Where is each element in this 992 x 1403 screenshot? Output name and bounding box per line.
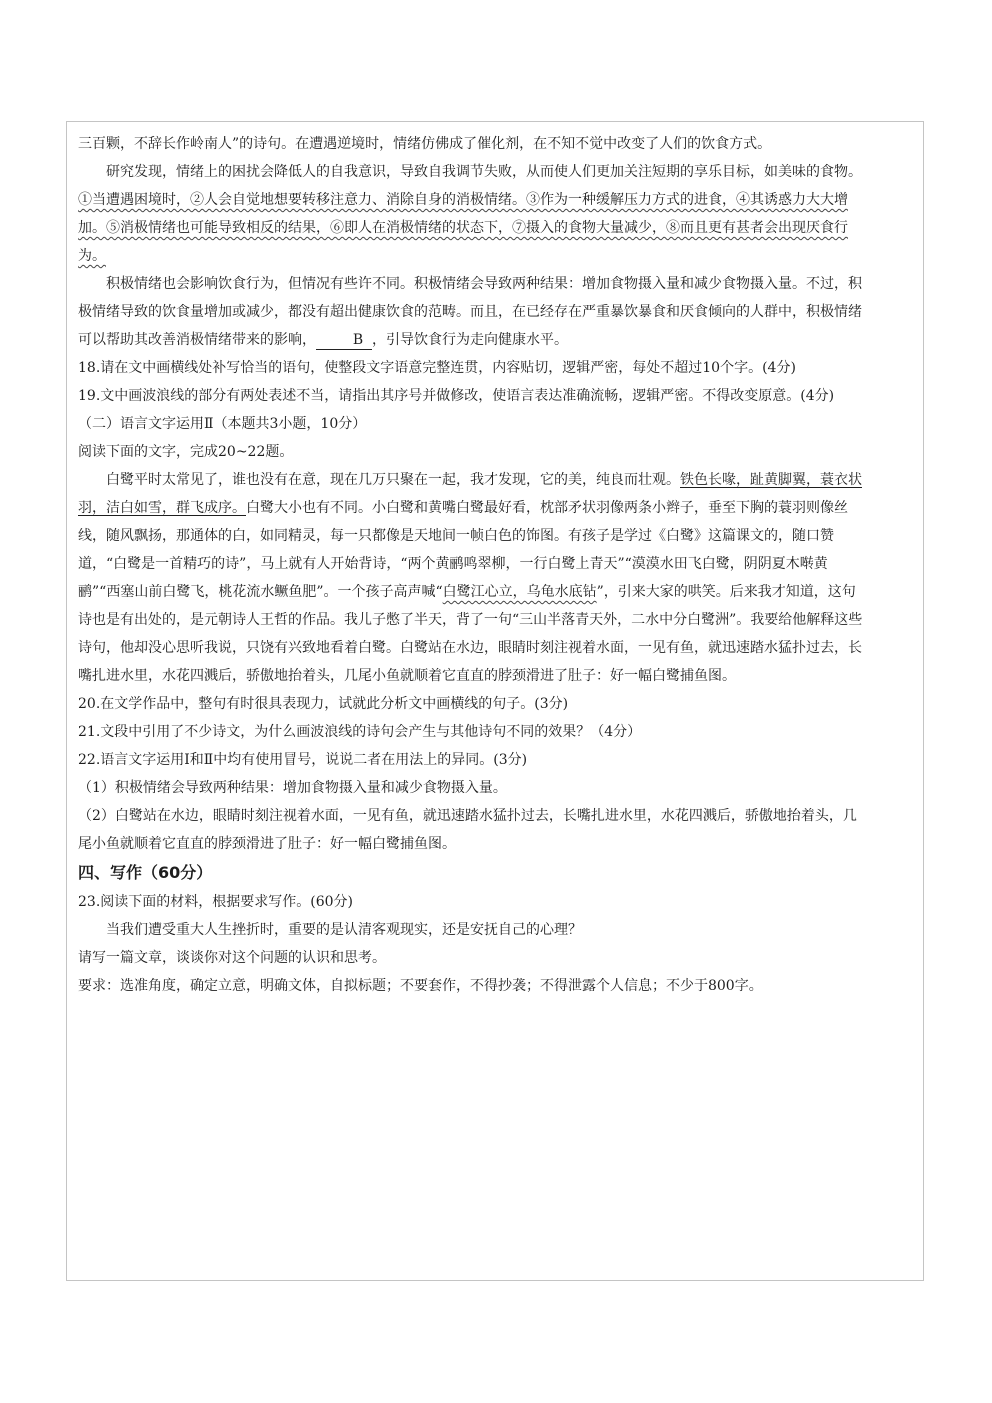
example-1: （1）积极情绪会导致两种结果：增加食物摄入量和减少食物摄入量。 xyxy=(78,780,507,796)
passage-paragraph-2-text: 研究发现，情绪上的困扰会降低人的自我意识，导致自我调节失败，从而使人们更加关注短期的享乐目标，如美味的食物。 xyxy=(106,164,862,180)
section-two-instruction: 阅读下面的文字，完成20~22题。 xyxy=(78,444,294,460)
fill-in-blank-b: B xyxy=(316,331,372,350)
passage-paragraph-2 xyxy=(78,158,868,270)
question-23: 23.阅读下面的材料，根据要求写作。(60分) xyxy=(78,894,354,910)
question-22: 22.语言文字运用Ⅰ和Ⅱ中均有使用冒号，说说二者在用法上的异同。(3分) xyxy=(78,752,528,768)
passage-paragraph-3-text-a: 积极情绪也会影响饮食行为，但情况有些许不同。积极情绪会导致两种结果：增加食物摄入量和减少食物摄入量。不过，积极情绪导致的饮食量增加或减少，都没有超出健康饮食的范畴。而且，在已经存在严重暴饮暴食和厌食倾向的人群中，积极情绪可以帮助其改善消极情绪带来的影响， xyxy=(78,276,862,348)
wavy-underlined-text: ①当遭遇困境时，②人会自觉地想要转移注意力、消除自身的消极情绪。③作为一种缓解压力方式的进食，④其诱惑力大大增加。⑤消极情绪也可能导致相反的结果，⑥即人在消极情绪的状态下，⑦摄入的食物大量减少，⑧而且更有甚者会出现厌食行为。 xyxy=(78,192,848,264)
writing-material: 当我们遭受重大人生挫折时，重要的是认清客观现实，还是安抚自己的心理？ xyxy=(106,922,582,938)
question-18: 18.请在文中画横线处补写恰当的语句，使整段文字语意完整连贯，内容贴切，逻辑严密，每处不超过10个字。(4分) xyxy=(78,360,796,376)
writing-requirements: 要求：选准角度，确定立意，明确文体，自拟标题；不要套作，不得抄袭；不得泄露个人信息；不少于800字。 xyxy=(78,978,763,994)
writing-task: 请写一篇文章，谈谈你对这个问题的认识和思考。 xyxy=(78,950,386,966)
underlined-sentence: 铁色长喙，趾黄脚翼，蓑衣状羽，洁白如雪，群飞成序。 xyxy=(78,472,862,516)
egret-paragraph-text-b: 白鹭大小也有不同。小白鹭和黄嘴白鹭最好看，枕部矛状羽像两条小辫子，垂至下胸的蓑羽则像丝线，随风飘扬，那通体的白，如同精灵，每一只都像是天地间一帧白色的饰图。有孩子是学过《白鹭》这篇课文的，随口赞道，“白鹭是一首精巧的诗”，马上就有人开始背诗，“两个黄鹂鸣翠柳，一行白鹭上青天”“漠漠水田飞白鹭，阴阴夏木啭黄鹂”“西塞山前白鹭飞，桃花流水鳜鱼肥”。一个孩子高声喊“ xyxy=(78,500,848,600)
exam-content xyxy=(78,130,868,1000)
egret-paragraph-text-c: ”，引来大家的哄笑。后来我才知道，这句诗也是有出处的，是元朝诗人王哲的作品。我儿子憋了半天，背了一句“三山半落青天外，二水中分白鹭洲”。我要给他解释这些诗句，他却没心思听我说，只饶有兴致地看着白鹭。白鹭站在水边，眼睛时刻注视着水面，一见有鱼，就迅速踏水猛扑过去，长嘴扎进水里，水花四溅后，骄傲地抬着头，几尾小鱼就顺着它直直的脖颈滑进了肚子：好一幅白鹭捕鱼图。 xyxy=(78,584,863,684)
section-four-heading: 四、写作（60分） xyxy=(78,863,213,882)
question-20: 20.在文学作品中，整句有时很具表现力，试就此分析文中画横线的句子。(3分) xyxy=(78,696,569,712)
passage-paragraph-1: 三百颗，不辞长作岭南人”的诗句。在遭遇逆境时，情绪仿佛成了催化剂，在不知不觉中改变了人们的饮食方式。 xyxy=(78,136,772,152)
question-21: 21.文段中引用了不少诗文，为什么画波浪线的诗句会产生与其他诗句不同的效果？（4分） xyxy=(78,724,642,740)
passage-paragraph-3-text-b: ，引导饮食行为走向健康水平。 xyxy=(372,332,568,348)
egret-paragraph xyxy=(78,466,868,690)
example-2: （2）白鹭站在水边，眼睛时刻注视着水面，一见有鱼，就迅速踏水猛扑过去，长嘴扎进水里，水花四溅后，骄傲地抬着头，几尾小鱼就顺着它直直的脖颈滑进了肚子：好一幅白鹭捕鱼图。 xyxy=(78,808,857,852)
wavy-underlined-poem: 白鹭江心立，乌龟水底钻 xyxy=(442,584,597,600)
passage-paragraph-3 xyxy=(78,270,868,354)
question-19: 19.文中画波浪线的部分有两处表述不当，请指出其序号并做修改，使语言表达准确流畅，逻辑严密。不得改变原意。(4分) xyxy=(78,388,835,404)
section-two-heading: （二）语言文字运用Ⅱ（本题共3小题，10分） xyxy=(78,416,367,432)
egret-paragraph-text-a: 白鹭平时太常见了，谁也没有在意，现在几万只聚在一起，我才发现，它的美，纯良而壮观。 xyxy=(106,472,680,488)
